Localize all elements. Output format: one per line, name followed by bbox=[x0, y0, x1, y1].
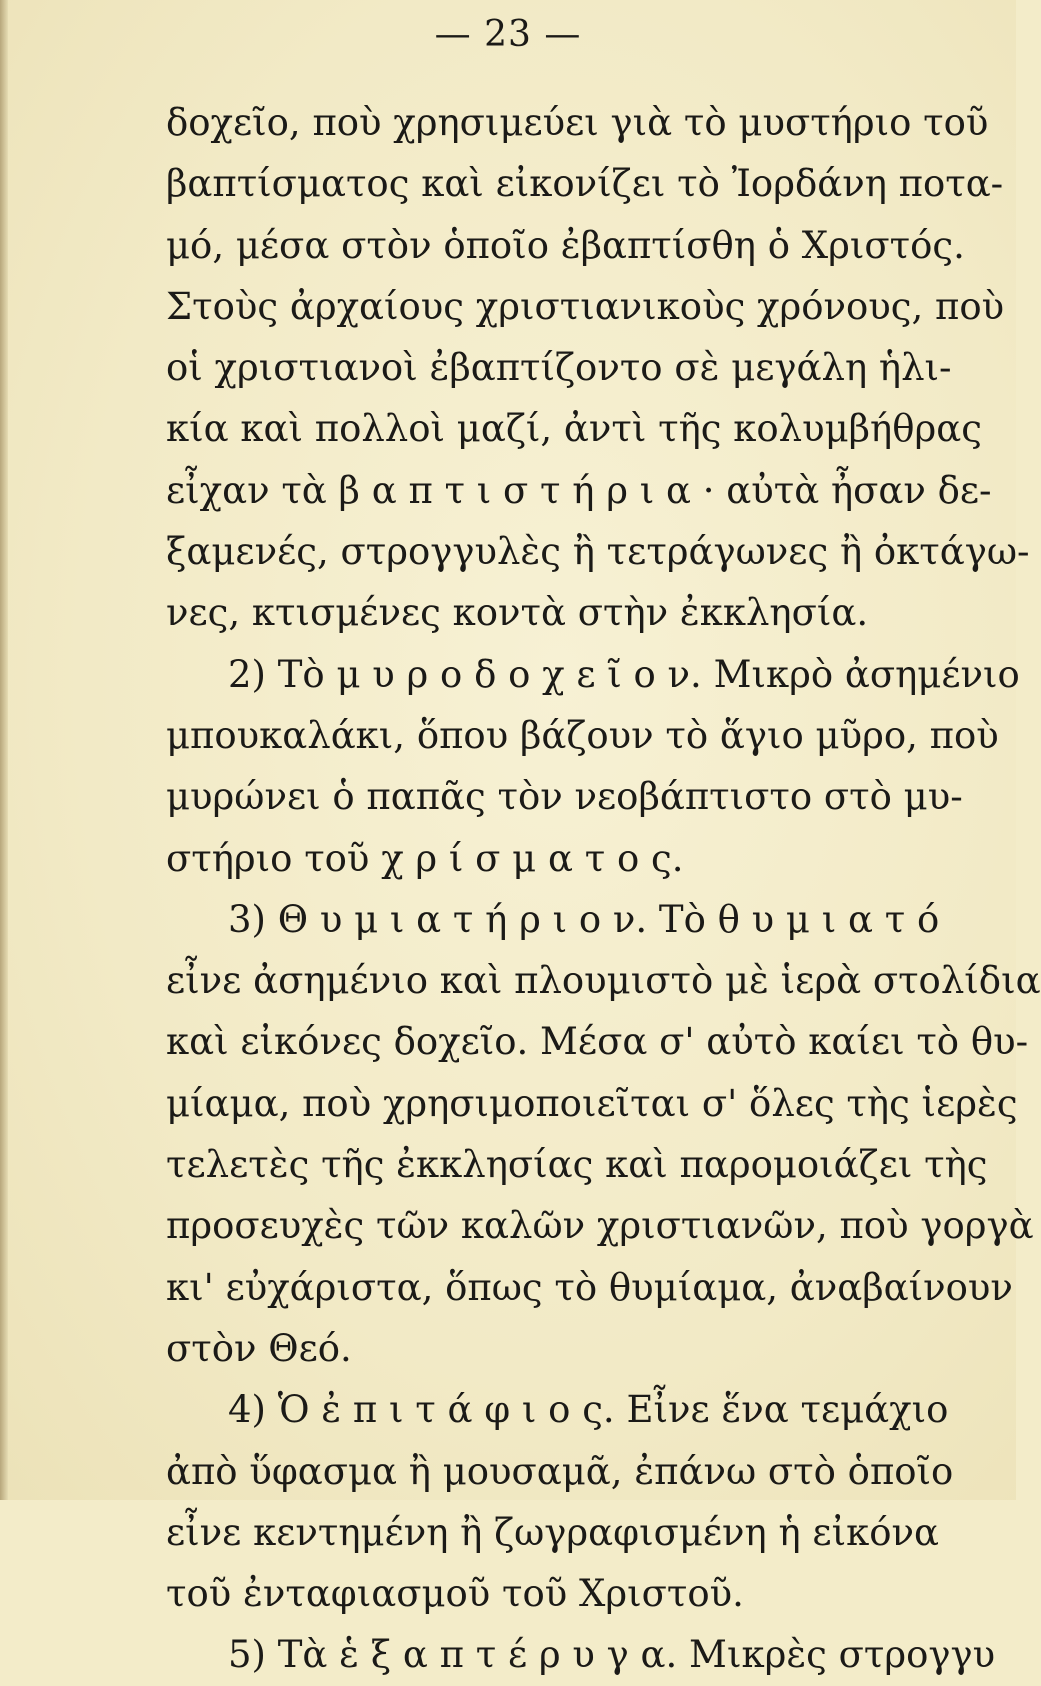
text-line: εἶχαν τὰ β α π τ ι σ τ ή ρ ι α · αὐτὰ ἦσαν δε- bbox=[166, 468, 992, 512]
item-2-heading-line: 2) Τὸ μ υ ρ ο δ ο χ ε ῖ ο ν. Μικρὸ ἀσημένιο bbox=[228, 652, 1020, 696]
text-line: μίαμα, ποὺ χρησιμοποιεῖται σ' ὅλες τὴς ἱερὲς bbox=[166, 1081, 1018, 1125]
text-line: νες, κτισμένες κοντὰ στὴν ἐκκλησία. bbox=[166, 591, 869, 635]
text-line: οἱ χριστιανοὶ ἐβαπτίζοντο σὲ μεγάλη ἡλι- bbox=[166, 346, 952, 390]
text-line: καὶ εἰκόνες δοχεῖο. Μέσα σ' αὐτὸ καίει τὸ θυ- bbox=[166, 1020, 1029, 1064]
text-line: προσευχὲς τῶν καλῶν χριστιανῶν, ποὺ γοργὰ bbox=[166, 1204, 1034, 1248]
text-line: τοῦ ἐνταφιασμοῦ τοῦ Χριστοῦ. bbox=[166, 1572, 744, 1616]
text-line: κι' εὐχάριστα, ὅπως τὸ θυμίαμα, ἀναβαίνουν bbox=[166, 1265, 1013, 1309]
text-line: στήριο τοῦ χ ρ ί σ μ α τ ο ς. bbox=[166, 836, 684, 880]
text-line: εἶνε κεντημένη ἢ ζωγραφισμένη ἡ εἰκόνα bbox=[166, 1510, 939, 1554]
text-line: μπουκαλάκι, ὅπου βάζουν τὸ ἅγιο μῦρο, ποὺ bbox=[166, 713, 999, 757]
item-5-heading-line: 5) Τὰ ἑ ξ α π τ έ ρ υ γ α. Μικρὲς στρογγυ bbox=[228, 1633, 996, 1677]
text-line: κία καὶ πολλοὶ μαζί, ἀντὶ τῆς κολυμβήθρας bbox=[166, 407, 982, 451]
text-line: ἀπὸ ὕφασμα ἢ μουσαμᾶ, ἐπάνω στὸ ὁποῖο bbox=[166, 1449, 954, 1493]
text-line: ξαμενές, στρογγυλὲς ἢ τετράγωνες ἢ ὀκτάγω- bbox=[166, 530, 1030, 574]
page-number: — 23 — bbox=[434, 14, 582, 55]
item-3-heading-line: 3) Θ υ μ ι α τ ή ρ ι ο ν. Τὸ θ υ μ ι α τ ό bbox=[228, 897, 940, 941]
text-line: μό, μέσα στὸν ὁποῖο ἐβαπτίσθη ὁ Χριστός. bbox=[166, 223, 965, 267]
body-text bbox=[166, 92, 1041, 1686]
text-line: μυρώνει ὁ παπᾶς τὸν νεοβάπτιστο στὸ μυ- bbox=[166, 775, 963, 819]
text-line: εἶνε ἀσημένιο καὶ πλουμιστὸ μὲ ἱερὰ στολίδια bbox=[166, 959, 1041, 1003]
text-line: δοχεῖο, ποὺ χρησιμεύει γιὰ τὸ μυστήριο τοῦ bbox=[166, 101, 989, 144]
text-line: τελετὲς τῆς ἐκκλησίας καὶ παρομοιάζει τὴς bbox=[166, 1143, 988, 1187]
text-line: Στοὺς ἀρχαίους χριστιανικοὺς χρόνους, ποὺ bbox=[166, 284, 1005, 328]
text-line: στὸν Θεό. bbox=[166, 1326, 352, 1370]
page-binding-edge bbox=[0, 0, 8, 1500]
text-line: βαπτίσματος καὶ εἰκονίζει τὸ Ἰορδάνη ποτα- bbox=[166, 162, 1004, 206]
item-4-heading-line: 4) Ὁ ἐ π ι τ ά φ ι ο ς. Εἶνε ἕνα τεμάχιο bbox=[228, 1388, 949, 1432]
